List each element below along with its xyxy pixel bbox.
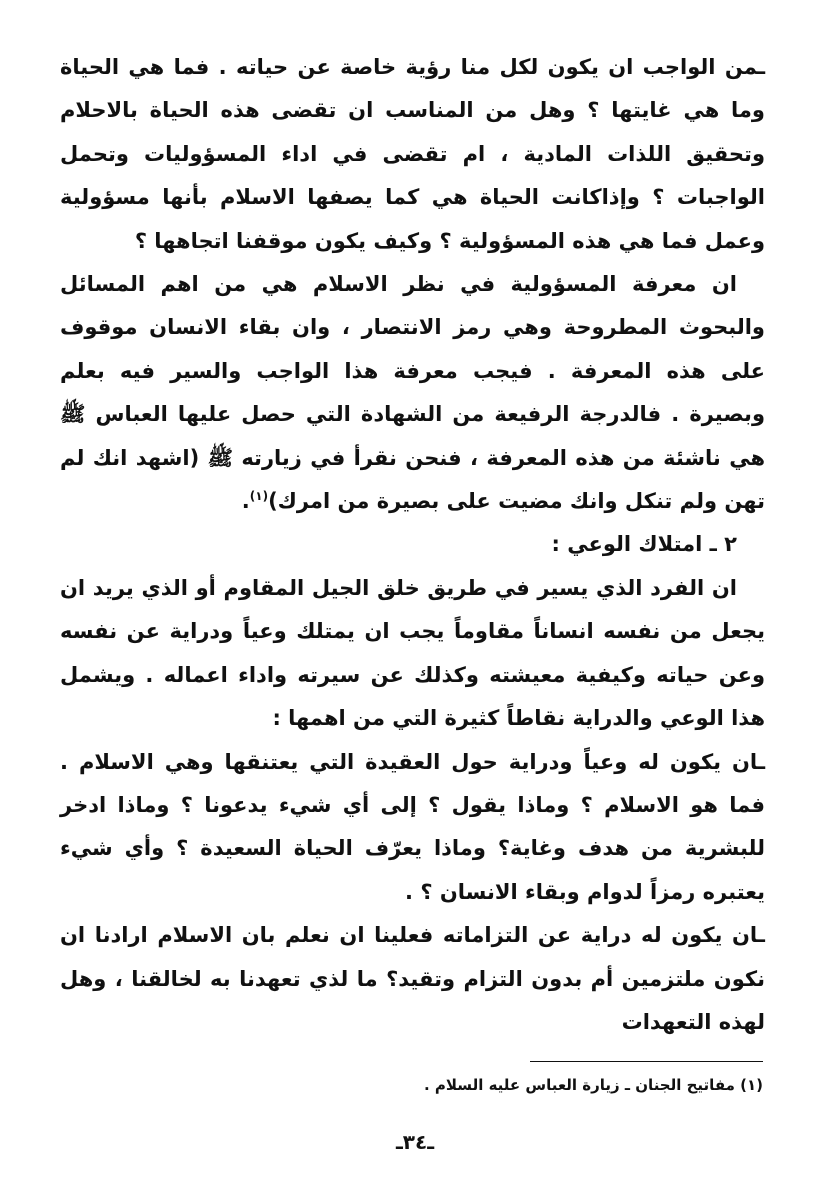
paragraph-commitments: ـان يكون له دراية عن التزاماته فعلينا ان نعلم بان الاسلام ارادنا ان نكون ملتزمين أم بدون التزام وتقيد؟ ما لذي تعهدنا به لخالقنا ، وهل لهذه التعهدات xyxy=(60,923,765,1034)
footnote-reference: (١) xyxy=(249,489,269,504)
main-text xyxy=(60,46,765,1044)
paragraph-trailing-period: . xyxy=(241,489,250,514)
paragraph-knowing-responsibility xyxy=(60,263,765,523)
footnote-divider xyxy=(530,1061,763,1062)
paragraph-life-responsibility: ـمن الواجب ان يكون لكل منا رؤية خاصة عن حياته . فما هي الحياة وما هي غايتها ؟ وهل من المناسب ان تقضى هذه الحياة بالاحلام وتحقيق اللذات المادية ، ام تقضى في اداء المسؤوليات وتحمل الواجبات ؟ وإذاكانت الحياة هي كما يصفها الاسلام بأنها مسؤولية وعمل فما هي هذه المسؤولية ؟ وكيف يكون موقفنا اتجاهها ؟ xyxy=(60,55,765,253)
paragraph-knowing-responsibility-text: ان معرفة المسؤولية في نظر الاسلام هي من اهم المسائل والبحوث المطروحة وهي رمز الانتصار ، وان بقاء الانسان موقوف على هذه المعرفة . فيجب معرفة هذا الواجب والسير فيه بعلم وبصيرة . فالدرجة الرفيعة من الشهادة التي حصل عليها العباس ﷺ هي ناشئة من هذه المعرفة ، فنحن نقرأ في زيارته ﷺ (اشهد انك لم تهن ولم تنكل وانك مضيت على بصيرة من امرك) xyxy=(60,272,765,514)
page-number: ـ٣٤ـ xyxy=(395,1130,435,1154)
paragraph-awareness: ان الفرد الذي يسير في طريق خلق الجيل المقاوم أو الذي يريد ان يجعل من نفسه انساناً مقاوماً يجب ان يمتلك وعياً ودراية عن نفسه وعن حياته وكيفية معيشته وكذلك عن سيرته واداء اعماله . ويشمل هذا الوعي والدراية نقاطاً كثيرة التي من اهمها : xyxy=(60,575,765,731)
section-heading: ٢ ـ امتلاك الوعي : xyxy=(551,532,737,557)
footnote: (١) مفاتيح الجنان ـ زيارة العباس عليه السلام . xyxy=(424,1076,763,1094)
paragraph-belief-awareness: ـان يكون له وعياً ودراية حول العقيدة التي يعتنقها وهي الاسلام . فما هو الاسلام ؟ وماذا يقول ؟ إلى أي شيء يدعونا ؟ وماذا ادخر للبشرية من هدف وغاية؟ وماذا يعرّف الحياة السعيدة ؟ وأي شيء يعتبره رمزاً لدوام وبقاء الانسان ؟ . xyxy=(60,749,765,904)
